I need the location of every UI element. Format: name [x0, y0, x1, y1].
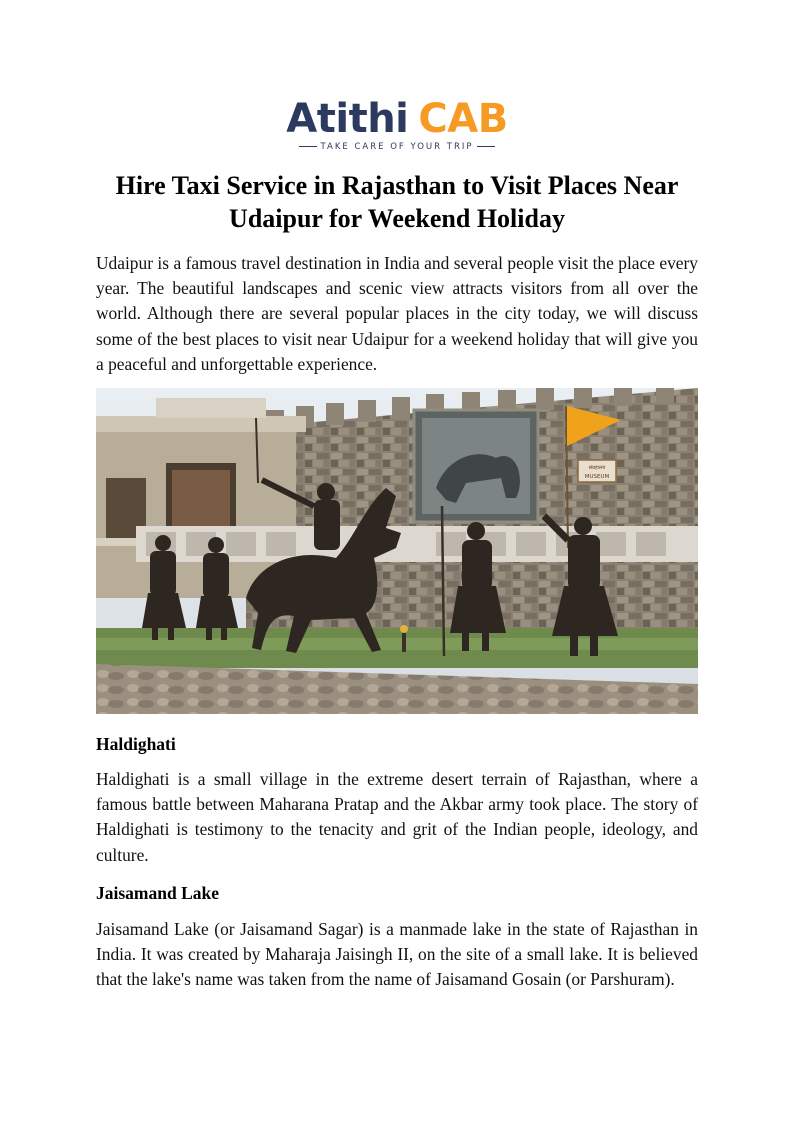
logo-word-atithi: Atithi [286, 96, 409, 142]
intro-paragraph: Udaipur is a famous travel destination in India and several people visit the place every year. The beautiful landscapes and scenic view attracts visitors from all over the world. Although there are several popular places in the city today, we will discuss some of the best places to visit near Udaipur for a weekend holiday that will give you a peaceful and unforgettable experience. [96, 253, 698, 374]
brand-logo [0, 96, 794, 152]
maharana-pratap-statue-photo [96, 388, 698, 714]
section-heading-jaisamand-lake: Jaisamand Lake [96, 883, 220, 903]
logo-word-cab: CAB [418, 96, 508, 142]
tagline-rule-right [477, 146, 495, 147]
section-heading-haldighati: Haldighati [96, 734, 176, 754]
section-body-haldighati: Haldighati is a small village in the extreme desert terrain of Rajasthan, where a famous battle between Maharana Pratap and the Akbar army took place. The story of Haldighati is testimony to the tenacity and grit of the Indian people, ideology, and culture. [96, 769, 698, 865]
document-title: Hire Taxi Service in Rajasthan to Visit Places Near Udaipur for Weekend Holiday [115, 171, 679, 233]
logo-tagline-row [0, 142, 794, 152]
section-body-jaisamand-lake: Jaisamand Lake (or Jaisamand Sagar) is a manmade lake in the state of Rajasthan in India. It was created by Maharaja Jaisingh II, on the site of a small lake. It is believed that the lake's name was taken from the name of Jaisamand Gosain (or Parshuram). [96, 919, 698, 990]
logo-wordmark [0, 96, 794, 142]
statue-scene-illustration [96, 388, 698, 714]
tagline-rule-left [299, 146, 317, 147]
logo-tagline: TAKE CARE OF YOUR TRIP [320, 142, 474, 152]
museum-sign-english: MUSEUM [584, 474, 610, 480]
museum-sign-hindi: संग्रहालय [588, 465, 606, 471]
